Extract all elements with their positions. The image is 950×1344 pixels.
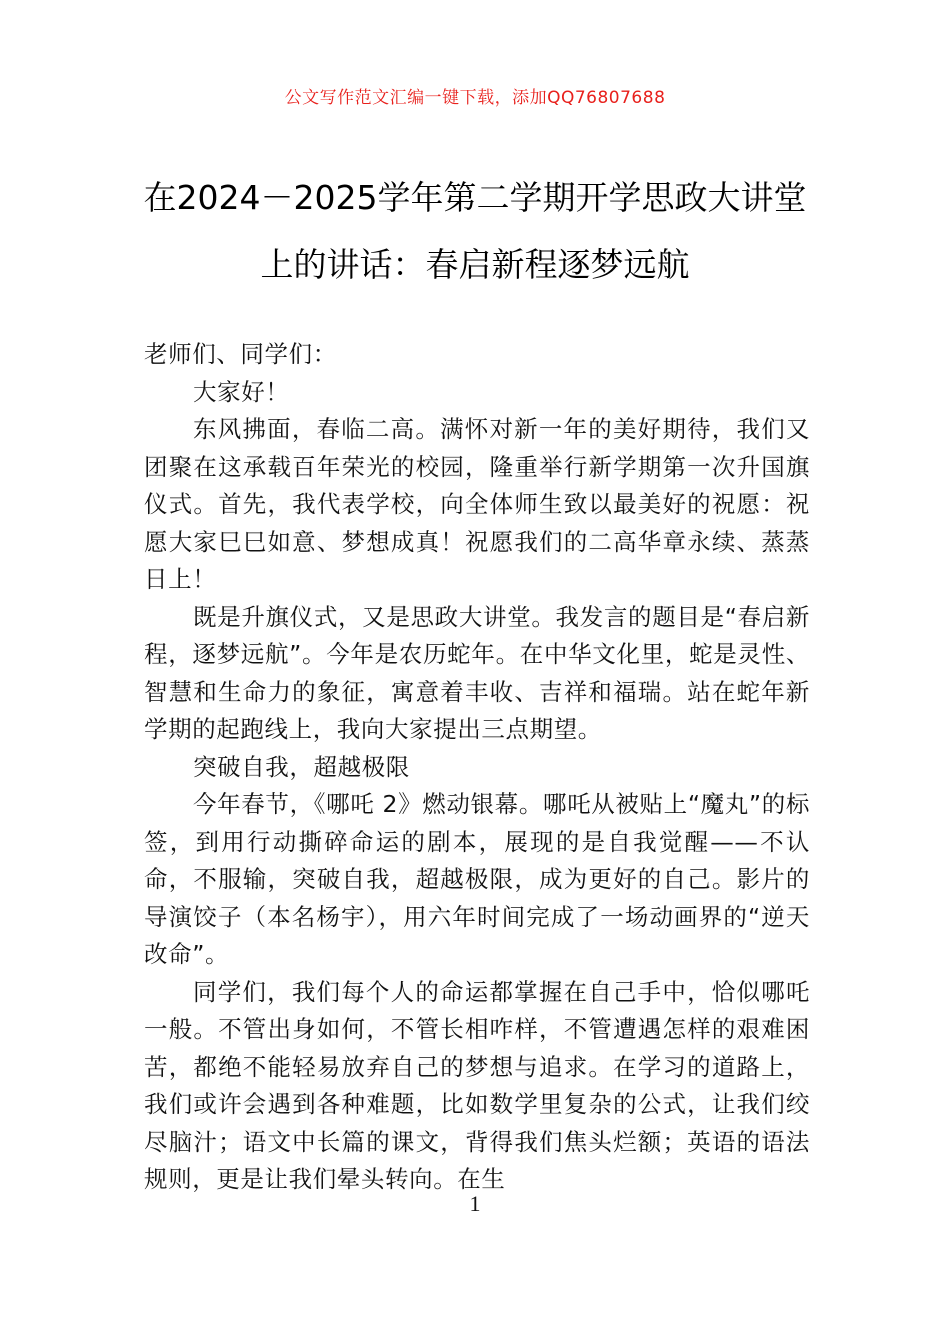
paragraph-greeting: 大家好！	[193, 377, 290, 406]
download-promo-note: 公文写作范文汇编一键下载，添加QQ76807688	[284, 88, 666, 108]
paragraph-opening: 东风拂面，春临二高。满怀对新一年的美好期待，我们又团聚在这承载百年荣光的校园，隆重举行新学期第一次升国旗仪式。首先，我代表学校，向全体师生致以最美好的祝愿：祝愿大家巳巳如意、梦想成真！祝愿我们的二高华章永续、蒸蒸日上！	[144, 415, 810, 593]
paragraph-nezha: 今年春节，《哪吒 2》燃动银幕。哪吒从被贴上“魔丸”的标签，到用行动撕碎命运的剧本，展现的是自我觉醒——不认命，不服输，突破自我，超越极限，成为更好的自己。影片的导演饺子（本名杨宇），用六年时间完成了一场动画界的“逆天改命”。	[144, 790, 810, 968]
page-number: 1	[469, 1191, 481, 1216]
speech-body	[144, 336, 810, 1199]
document-title: 在2024－2025学年第二学期开学思政大讲堂上的讲话：春启新程逐梦远航	[143, 178, 807, 284]
salutation: 老师们、同学们：	[144, 340, 337, 368]
paragraph-students: 同学们，我们每个人的命运都掌握在自己手中，恰似哪吒一般。不管出身如何，不管长相咋样，不管遭遇怎样的艰难困苦，都绝不能轻易放弃自己的梦想与追求。在学习的道路上，我们或许会遇到各种难题，比如数学里复杂的公式，让我们绞尽脑汁；语文中长篇的课文，背得我们焦头烂额；英语的语法规则，更是让我们晕头转向。在生	[144, 977, 810, 1193]
paragraph-topic: 既是升旗仪式，又是思政大讲堂。我发言的题目是“春启新程，逐梦远航”。今年是农历蛇年。在中华文化里，蛇是灵性、智慧和生命力的象征，寓意着丰收、吉祥和福瑞。站在蛇年新学期的起跑线上，我向大家提出三点期望。	[144, 602, 810, 743]
section-heading-breakthrough: 突破自我，超越极限	[193, 752, 410, 781]
